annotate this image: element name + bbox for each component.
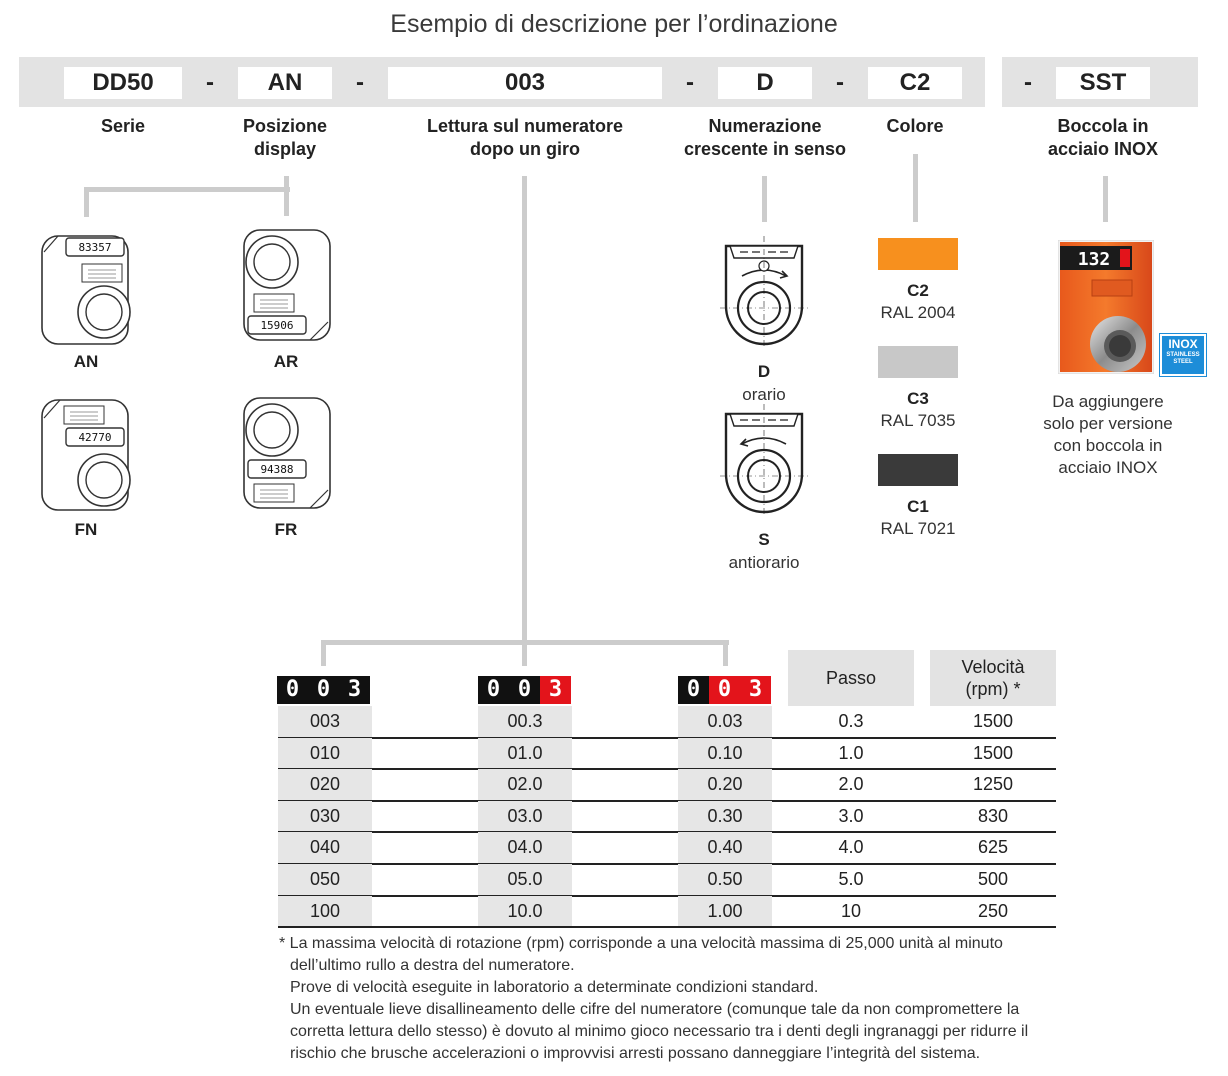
digit-header-1 — [277, 676, 370, 704]
table-cell: 0.40 — [678, 832, 772, 863]
table-cell: 0.10 — [678, 738, 772, 769]
swatch-c1-ral: RAL 7021 — [880, 519, 956, 538]
inox-product-photo — [1058, 240, 1154, 374]
digit: 0 — [509, 676, 540, 704]
table-cell: 5.0 — [838, 869, 864, 889]
connector-boccola-v — [1103, 176, 1108, 222]
label-posizione: Posizione display — [242, 116, 327, 159]
inox-counter: 132 — [1077, 249, 1111, 270]
device-fr-label: FR — [274, 520, 298, 539]
table-cell: 100 — [278, 896, 372, 927]
table-cell: 01.0 — [478, 738, 572, 769]
direction-d-drawing — [720, 236, 808, 348]
table-cell: 0.3 — [838, 711, 864, 731]
table-cell: 625 — [977, 837, 1009, 858]
label-serie: Serie — [100, 116, 146, 136]
digit: 3 — [339, 676, 370, 704]
page-title: Esempio di descrizione per l’ordinazione — [390, 10, 838, 38]
code-separator: - — [836, 69, 844, 96]
device-an-counter: 83357 — [78, 241, 112, 254]
table-cell: 1250 — [972, 774, 1014, 795]
digit-header-2 — [478, 676, 571, 704]
inox-badge-sub: STAINLESS STEEL — [1166, 352, 1200, 365]
table-cell: 1.0 — [838, 742, 864, 763]
table-cell: 250 — [977, 900, 1009, 921]
table-cell: 040 — [278, 832, 372, 863]
table-cell: 0.50 — [678, 864, 772, 895]
device-fn-counter: 42770 — [78, 431, 112, 444]
swatch-c1 — [878, 454, 958, 486]
digit: 0 — [277, 676, 308, 704]
connector-lettura-v — [522, 176, 527, 642]
table-cell: 050 — [278, 864, 372, 895]
swatch-c2-code: C2 — [907, 281, 929, 300]
table-cell: 05.0 — [478, 864, 572, 895]
table-cell: 003 — [278, 706, 372, 737]
device-fn-drawing — [38, 396, 134, 518]
digit: 0 — [478, 676, 509, 704]
table-cell: 10.0 — [478, 896, 572, 927]
label-colore: Colore — [886, 116, 944, 136]
swatch-c1-code: C1 — [907, 497, 929, 516]
table-cell: 830 — [977, 805, 1009, 826]
table-cell: 04.0 — [478, 832, 572, 863]
connector-colore-v — [913, 154, 918, 222]
code-separator: - — [206, 69, 214, 96]
code-separator: - — [1024, 69, 1032, 96]
table-cell: 1500 — [972, 742, 1014, 763]
connector-lettura-v3 — [723, 640, 728, 666]
label-lettura: Lettura sul numeratore dopo un giro — [426, 116, 624, 159]
table-cell: 0.03 — [678, 706, 772, 737]
connector-lettura-v2 — [522, 640, 527, 666]
header-passo: Passo — [788, 650, 914, 706]
digit: 3 — [540, 676, 571, 704]
direction-s-name: antiorario — [728, 553, 800, 572]
device-an-drawing — [38, 228, 134, 350]
label-boccola: Boccola in acciaio INOX — [1047, 116, 1159, 159]
table-cell: 10 — [840, 900, 862, 921]
label-numerazione: Numerazione crescente in senso — [683, 116, 847, 159]
direction-s-code: S — [758, 530, 770, 549]
table-cell: 0.30 — [678, 801, 772, 832]
table-cell: 3.0 — [838, 805, 864, 826]
swatch-c3-ral: RAL 7035 — [880, 411, 956, 430]
table-row-divider — [278, 926, 1056, 928]
table-cell: 03.0 — [478, 801, 572, 832]
connector-lettura-v1 — [321, 640, 326, 666]
inox-caption: Da aggiungere solo per versione con boccola in acciaio INOX — [1043, 392, 1173, 477]
digit: 0 — [308, 676, 339, 704]
header-velocita: Velocità (rpm) * — [930, 650, 1056, 706]
swatch-c2 — [878, 238, 958, 270]
swatch-c3-code: C3 — [907, 389, 929, 408]
device-fr-drawing — [240, 394, 336, 516]
connector-posizione-h — [84, 187, 290, 192]
table-cell: 2.0 — [838, 774, 864, 795]
connector-posizione-v1 — [84, 187, 89, 217]
table-cell: 1.00 — [678, 896, 772, 927]
code-serie: DD50 — [64, 67, 182, 99]
table-cell: 030 — [278, 801, 372, 832]
digit: 3 — [740, 676, 771, 704]
table-cell: 1500 — [972, 711, 1014, 731]
inox-badge-title: INOX — [1168, 337, 1198, 351]
footnote: * La massima velocità di rotazione (rpm) corrisponde a una velocità massima di 25,000 unità al minuto dell’ultimo rullo a destra del numeratore. Prove di velocità eseguite in laboratorio a determinate condizioni standard. Un eventuale lieve disallineamento delle cifre del numeratore (comunque tale da non compromettere la corretta lettura dello stesso) è dovuto al minimo gioco necessario tra i denti degli ingranaggi per ridurre il rischio che brusche accelerazioni o improvvisi arresti possano danneggiare l’integrità del sistema. — [279, 935, 1029, 1062]
table-cell: 020 — [278, 769, 372, 800]
digit-header-3 — [678, 676, 771, 704]
table-cell: 4.0 — [838, 837, 864, 858]
code-colore: C2 — [868, 67, 962, 99]
direction-d-code: D — [757, 362, 771, 381]
swatch-c3 — [878, 346, 958, 378]
connector-numerazione-v — [762, 176, 767, 222]
device-ar-drawing — [240, 226, 336, 348]
device-ar-label: AR — [273, 352, 299, 371]
digit: 0 — [709, 676, 740, 704]
table-cell: 00.3 — [478, 706, 572, 737]
code-boccola: SST — [1056, 67, 1150, 99]
device-fn-label: FN — [74, 520, 98, 539]
device-ar-counter: 15906 — [260, 319, 294, 332]
code-separator: - — [686, 69, 694, 96]
table-cell: 010 — [278, 738, 372, 769]
digit: 0 — [678, 676, 709, 704]
inox-badge — [1160, 334, 1206, 376]
connector-posizione-v2 — [284, 176, 289, 216]
table-cell: 02.0 — [478, 769, 572, 800]
device-an-label: AN — [73, 352, 99, 371]
code-separator: - — [356, 69, 364, 96]
code-numerazione: D — [718, 67, 812, 99]
table-cell: 500 — [977, 869, 1009, 889]
table-cell: 0.20 — [678, 769, 772, 800]
code-posizione: AN — [238, 67, 332, 99]
direction-s-drawing — [720, 404, 808, 516]
device-fr-counter: 94388 — [260, 463, 294, 476]
code-lettura: 003 — [388, 67, 662, 99]
swatch-c2-ral: RAL 2004 — [880, 303, 956, 322]
direction-d-name: orario — [742, 385, 786, 404]
